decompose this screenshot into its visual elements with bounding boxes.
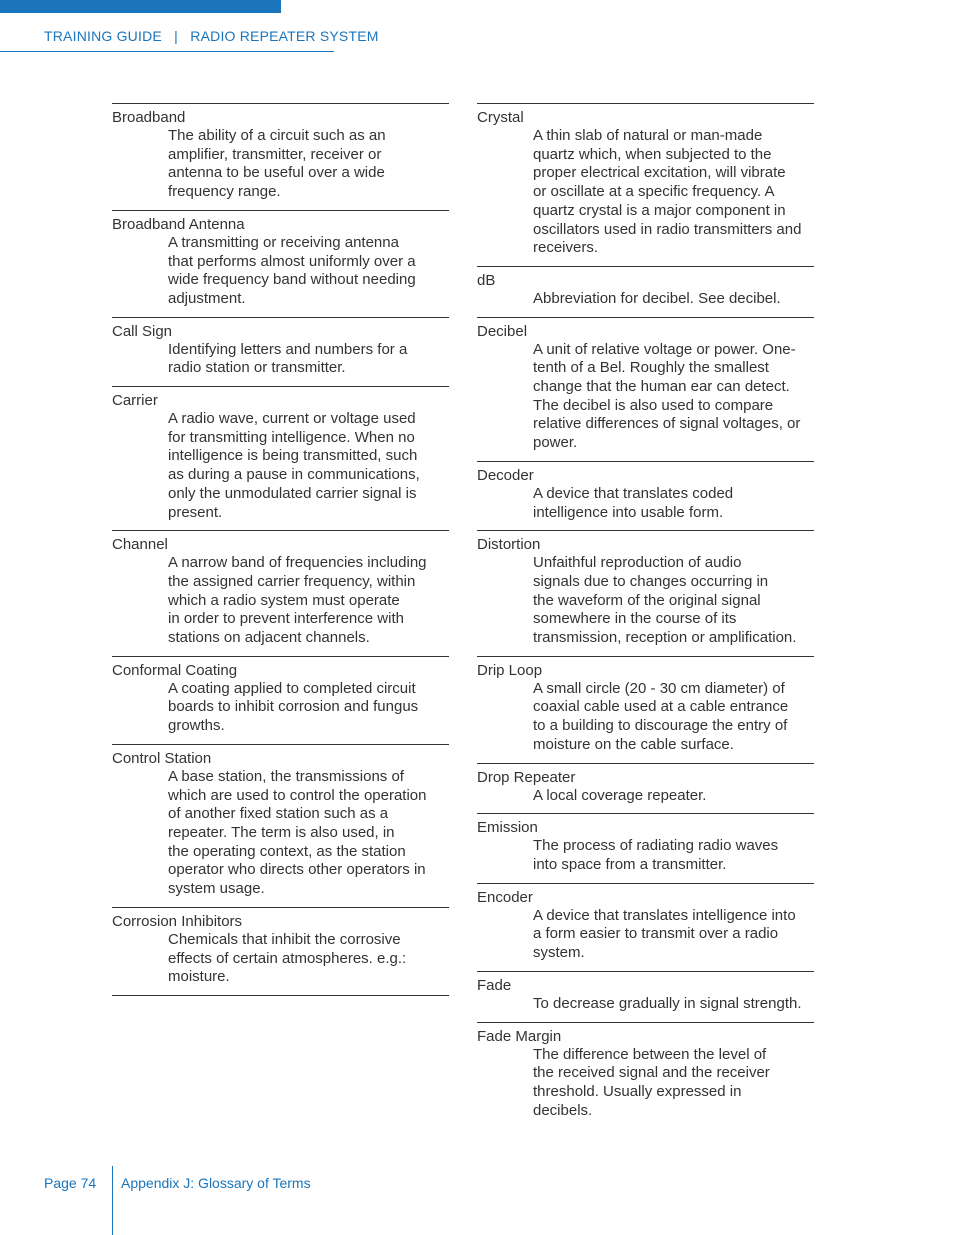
running-header: TRAINING GUIDE | RADIO REPEATER SYSTEM — [44, 28, 379, 44]
glossary-definition: A thin slab of natural or man-made quartz which, when subjected to the proper electrical excitation, will vibrate or oscillate at a specific frequency. A quartz crystal is a major component in oscillators used in radio transmitters and receivers. — [533, 127, 802, 257]
glossary-term: dB — [477, 271, 496, 289]
glossary-term: Channel — [112, 536, 168, 554]
page-number: Page 74 — [44, 1175, 97, 1191]
glossary-entry — [477, 883, 814, 971]
glossary-definition: A local coverage repeater. — [533, 786, 707, 804]
glossary-term: Broadband Antenna — [112, 215, 245, 233]
glossary-definition: A transmitting or receiving antenna that performs almost uniformly over a wide frequency band without needing adjustment. — [168, 233, 416, 307]
glossary-definition: The ability of a circuit such as an amplifier, transmitter, receiver or antenna to be useful over a wide frequency range. — [168, 127, 386, 201]
glossary-term: Crystal — [477, 109, 524, 126]
glossary-term: Distortion — [477, 536, 541, 554]
glossary-term: Fade — [477, 976, 512, 994]
glossary-definition: A small circle (20 - 30 cm diameter) of coaxial cable used at a cable entrance to a building to discourage the entry of moisture on the cable surface. — [533, 679, 789, 753]
glossary-entry — [477, 763, 814, 814]
glossary-entry — [477, 656, 814, 763]
glossary-entry — [477, 1022, 814, 1129]
glossary-definition: A narrow band of frequencies including the assigned carrier frequency, within which a radio system must operate in order to prevent interference with stations on adjacent channels. — [168, 554, 427, 647]
glossary-term: Control Station — [112, 749, 212, 767]
glossary-definition: Abbreviation for decibel. See decibel. — [533, 289, 781, 307]
glossary-column-left — [112, 103, 449, 996]
glossary-definition: Unfaithful reproduction of audio signals due to changes occurring in the waveform of the original signal somewhere in the course of its transmission, reception or amplification. — [533, 554, 797, 647]
glossary-entry — [112, 744, 449, 907]
glossary-definition: A device that translates coded intelligence into usable form. — [533, 484, 734, 521]
glossary-term: Decoder — [477, 466, 534, 484]
glossary-entry — [477, 317, 814, 461]
section-title: Appendix J: Glossary of Terms — [121, 1175, 311, 1191]
header-divider — [0, 51, 334, 52]
glossary-definition: A base station, the transmissions of which are used to control the operation of another fixed station such as a repeater. The term is also used, in the operating context, as the station operator who directs other operators in system usage. — [168, 767, 427, 898]
glossary-entry — [477, 461, 814, 530]
glossary-definition: To decrease gradually in signal strength. — [533, 994, 802, 1012]
glossary-definition: The difference between the level of the received signal and the receiver threshold. Usually expressed in decibels. — [533, 1045, 770, 1119]
glossary-entry — [112, 656, 449, 744]
glossary-term: Broadband — [112, 109, 186, 126]
glossary-term: Call Sign — [112, 322, 173, 340]
glossary-entry — [477, 266, 814, 317]
glossary-entry — [112, 907, 449, 996]
glossary-entry — [477, 103, 814, 266]
glossary-term: Carrier — [112, 392, 158, 410]
glossary-term: Encoder — [477, 888, 533, 906]
glossary-entry — [112, 103, 449, 210]
glossary-entry — [112, 317, 449, 386]
glossary-definition: The process of radiating radio waves into space from a transmitter. — [533, 837, 779, 873]
glossary-entry — [112, 530, 449, 656]
glossary-entry — [112, 210, 449, 317]
glossary-term: Fade Margin — [477, 1027, 562, 1045]
glossary-entry — [112, 386, 449, 530]
glossary-definition: Identifying letters and numbers for a radio station or transmitter. — [168, 340, 408, 377]
glossary-entry — [477, 971, 814, 1022]
glossary-column-right — [477, 103, 814, 1128]
glossary-term: Corrosion Inhibitors — [112, 912, 243, 930]
glossary-term: Decibel — [477, 322, 528, 340]
glossary-entry — [477, 813, 814, 882]
glossary-definition: A unit of relative voltage or power. One- tenth of a Bel. Roughly the smallest change that the human ear can detect. The decibel is also used to compare relative differences of signal voltages, or power. — [533, 340, 801, 452]
footer-divider — [112, 1166, 113, 1235]
glossary-definition: Chemicals that inhibit the corrosive effects of certain atmospheres. e.g.: moisture. — [168, 930, 407, 986]
glossary-entry — [477, 530, 814, 656]
glossary-definition: A radio wave, current or voltage used for transmitting intelligence. When no intelligence is being transmitted, such as during a pause in communications, only the unmodulated carrier signal is present. — [168, 410, 420, 521]
glossary-definition: A device that translates intelligence into a form easier to transmit over a radio system. — [533, 906, 796, 962]
glossary-definition: A coating applied to completed circuit boards to inhibit corrosion and fungus growths. — [168, 679, 419, 735]
glossary-term: Drop Repeater — [477, 768, 576, 786]
glossary-term: Drip Loop — [477, 661, 543, 679]
glossary-term: Emission — [477, 819, 538, 837]
header-accent-bar — [0, 0, 281, 13]
glossary-term: Conformal Coating — [112, 661, 238, 679]
